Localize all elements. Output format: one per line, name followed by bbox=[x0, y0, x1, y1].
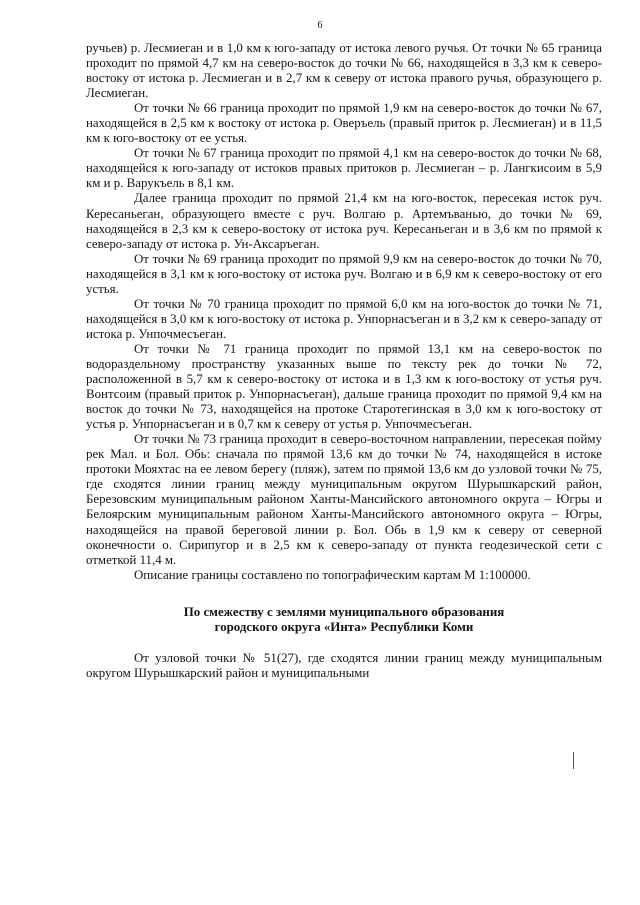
section-heading-line-2: городского округа «Инта» Республики Коми bbox=[214, 619, 474, 634]
section-heading bbox=[86, 605, 602, 635]
paragraph-point-67: От точки № 67 граница проходит по прямой 4,1 км на северо-восток до точки № 68, находящейся к юго-западу от истоков правых притоков р. Лесмиеган – р. Лангкисоим в 5,9 км и р. Варукъель в 8,1 км. bbox=[86, 146, 602, 191]
page-number: 6 bbox=[317, 20, 323, 31]
document-body bbox=[86, 41, 602, 681]
paragraph-point-51: От узловой точки № 51(27), где сходятся линии границ между муниципальным округом Шурышкарский район и муниципальными bbox=[86, 650, 602, 680]
paragraph-map-note: Описание границы составлено по топографическим картам М 1:100000. bbox=[134, 567, 531, 582]
paragraph-point-68: Далее граница проходит по прямой 21,4 км на юго-восток, пересекая исток руч. Кересаньеган, образующего вместе с руч. Волгаю р. Артемъванью, до точки № 69, находящейся в 2,3 км к северо-востоку от истока руч. Кересаньеган и в 3,6 км по прямой к северо-западу от истока р. Ун-Аксаръеган. bbox=[86, 191, 602, 251]
paragraph-continuation: ручьев) р. Лесмиеган и в 1,0 км к юго-западу от истока левого ручья. От точки № 65 граница проходит по прямой 4,7 км на северо-восток до точки № 66, находящейся в 3,3 км к северо-востоку от истока р. Лесмиеган и в 2,7 км к северу от истока правого ручья, образующего р. Лесмиеган. bbox=[86, 41, 602, 101]
paragraph-point-69: От точки № 69 граница проходит по прямой 9,9 км на северо-восток до точки № 70, находящейся в 3,1 км к юго-востоку от истока руч. Волгаю и в 6,9 км к северо-востоку от его устья. bbox=[86, 251, 602, 296]
paragraph-point-73: От точки № 73 граница проходит в северо-восточном направлении, пересекая пойму рек Мал. и Бол. Обь: сначала по прямой 13,6 км до точки № 74, находящейся в истоке протоки Мояхтас на ее левом берегу (пляж), затем по прямой 13,6 км до узловой точки № 75, где сходятся линии границ между муниципальным округом Шурышкарский район, Березовским муниципальным районом Ханты-Мансийского автономного округа – Югры и Белоярским муниципальным районом Ханты-Мансийского автономного округа – Югры, находящейся на правой береговой линии р. Бол. Обь в 1,9 км к северу от северной оконечности о. Сирипугор и в 2,5 км к северо-западу от пункта геодезической сети с отметкой 11,4 м. bbox=[86, 432, 602, 567]
section-heading-line-1: По смежеству с землями муниципального образования bbox=[183, 604, 505, 619]
paragraph-point-70: От точки № 70 граница проходит по прямой 6,0 км на юго-восток до точки № 71, находящейся в 3,0 км к юго-востоку от истока р. Унпорнасъеган и в 3,2 км к северо-западу от истока р. Унпочмесъеган. bbox=[86, 296, 602, 341]
margin-mark bbox=[573, 752, 574, 769]
paragraph-point-71: От точки № 71 граница проходит по прямой 13,1 км на северо-восток по водораздельному пространству указанных выше по тексту рек до точки № 72, расположенной в 5,7 км к северо-востоку от истока и в 1,3 км к юго-востоку от устья руч. Вонтсоим (правый приток р. Унпорнасъеган), дальше граница проходит по прямой 9,4 км на восток до точки № 73, находящейся на протоке Старотегинская в 3,0 км к юго-востоку от устья р. Унпорнасъеган и в 0,7 км к северу от устья р. Унпочмесъеган. bbox=[86, 341, 602, 432]
paragraph-point-66: От точки № 66 граница проходит по прямой 1,9 км на северо-восток до точки № 67, находящейся в 2,5 км к востоку от истока р. Оверъель (правый приток р. Лесмиеган) и в 11,5 км к юго-востоку от ее устья. bbox=[86, 101, 602, 146]
